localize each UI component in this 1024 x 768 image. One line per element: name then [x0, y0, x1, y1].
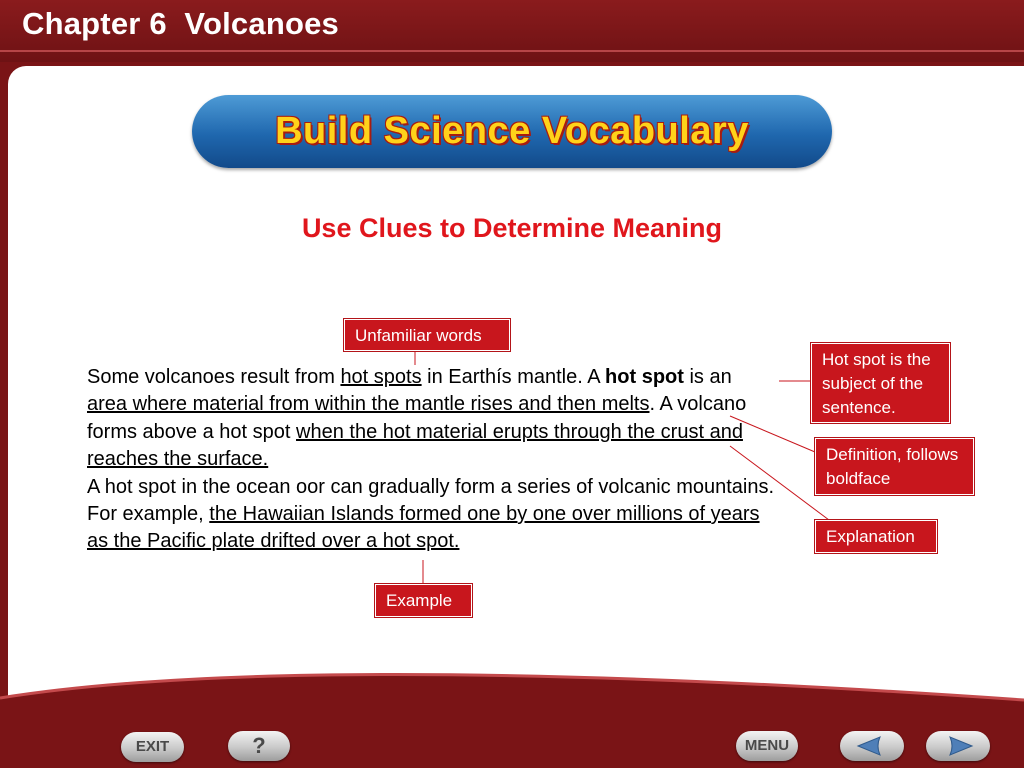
- unfamiliar-words-label: Unfamiliar words: [344, 319, 510, 351]
- help-button[interactable]: ?: [228, 731, 290, 761]
- passage-text: is an: [683, 366, 732, 388]
- underlined-explanation: when the hot material erupts through the crust and reaches the surface.: [87, 420, 743, 471]
- vocabulary-passage: [87, 364, 777, 556]
- next-button[interactable]: [926, 731, 990, 761]
- hot-spot-subject-label: Hot spot is the subject of the sentence.: [811, 343, 950, 423]
- next-arrow-icon: [926, 731, 990, 761]
- explanation-label: Explanation: [815, 520, 937, 553]
- passage-text: Some volcanoes result from: [87, 366, 341, 388]
- underlined-example: the Hawaiian Islands formed one by one over millions of years as the Pacific plate drifted over a hot spot.: [87, 503, 760, 553]
- back-button[interactable]: [840, 731, 904, 761]
- chapter-title: Chapter 6 Volcanoes: [22, 6, 339, 41]
- passage-text: A hot spot in the ocean oor can gradually form a series of volcanic mountains. For example,: [87, 475, 775, 526]
- underlined-hot-spots: hot spots: [340, 366, 422, 388]
- definition-label: Definition, follows boldface: [815, 438, 974, 495]
- example-label: Example: [375, 584, 472, 617]
- bold-hot-spot: hot spot: [605, 366, 684, 388]
- underlined-definition: area where material from within the mantle rises and then melts: [87, 393, 650, 416]
- passage-text: . A volcano forms above a hot spot: [87, 393, 747, 443]
- back-arrow-icon: [840, 731, 904, 761]
- passage-text: in Earthís mantle. A: [421, 366, 606, 388]
- menu-button[interactable]: MENU: [736, 731, 798, 761]
- slide-subtitle: Use Clues to Determine Meaning: [301, 213, 723, 243]
- exit-button[interactable]: EXIT: [121, 732, 184, 762]
- banner-title: Build Science Vocabulary: [275, 110, 749, 152]
